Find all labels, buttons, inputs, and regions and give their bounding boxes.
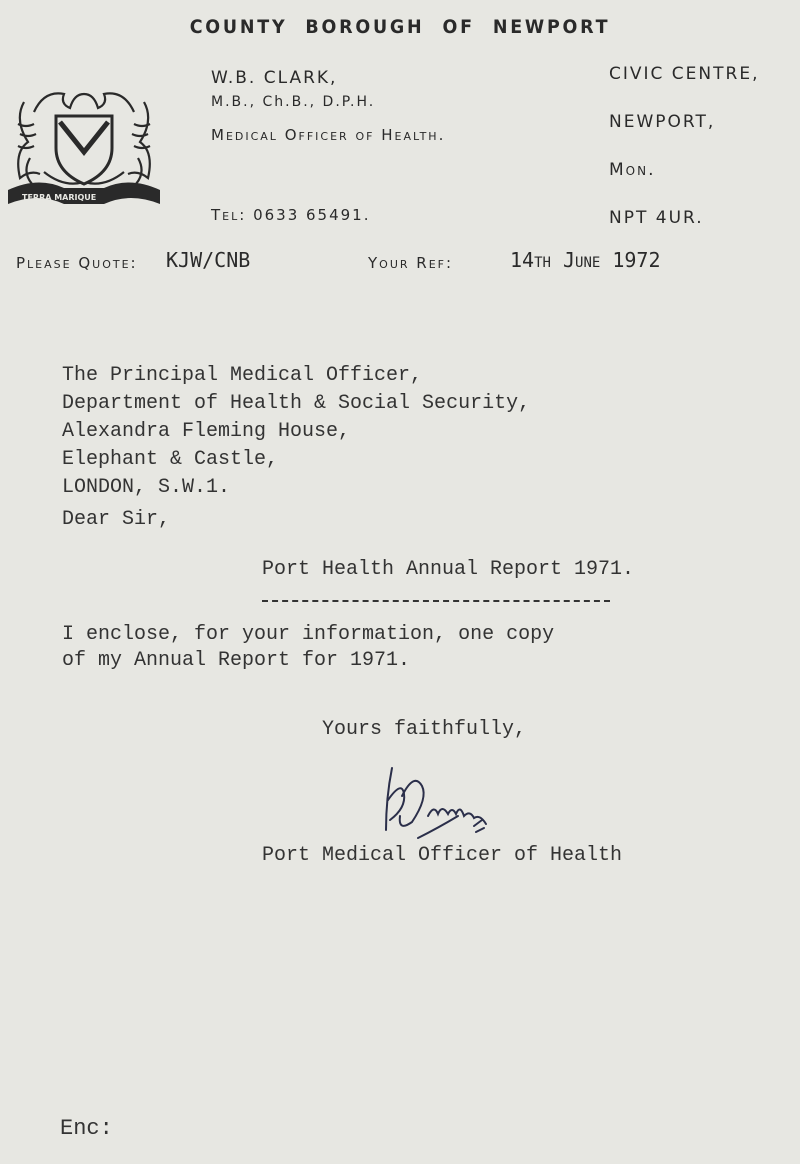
recipient-line-2: Department of Health & Social Security, xyxy=(62,392,531,415)
handwritten-signature xyxy=(378,760,518,850)
signatory-title: Port Medical Officer of Health xyxy=(262,844,623,867)
address-line-3: Mon. xyxy=(609,160,656,180)
sender-address xyxy=(609,64,759,256)
recipient-line-3: Alexandra Fleming House, xyxy=(62,420,351,443)
address-line-1: CIVIC CENTRE, xyxy=(609,64,760,84)
recipient-address xyxy=(62,362,530,502)
closing: Yours faithfully, xyxy=(322,718,527,741)
address-line-2: NEWPORT, xyxy=(609,112,716,132)
enclosure-note: Enc: xyxy=(60,1116,113,1141)
salutation: Dear Sir, xyxy=(62,508,171,531)
subject-underline xyxy=(262,600,610,602)
address-line-4: NPT 4UR. xyxy=(609,208,704,228)
please-quote-value: KJW/CNB xyxy=(166,248,251,272)
letter-body: I enclose, for your information, one copy of my Annual Report for 1971. xyxy=(62,623,555,672)
letter-date: 14th June 1972 xyxy=(510,248,661,272)
your-ref-label: Your Ref: xyxy=(368,254,454,272)
recipient-line-5: LONDON, S.W.1. xyxy=(62,476,231,499)
letterhead-title: COUNTY BOROUGH OF NEWPORT xyxy=(189,16,611,38)
sender-telephone: Tel: 0633 65491. xyxy=(211,206,371,224)
sender-role: Medical Officer of Health. xyxy=(211,126,446,144)
recipient-line-1: The Principal Medical Officer, xyxy=(62,364,423,387)
sender-name: W.B. CLARK, xyxy=(211,68,338,88)
recipient-line-4: Elephant & Castle, xyxy=(62,448,279,471)
crest-motto: TERRA MARIQUE xyxy=(22,193,97,202)
please-quote-label: Please Quote: xyxy=(16,254,138,272)
sender-qualifications: M.B., Ch.B., D.P.H. xyxy=(211,94,376,110)
coat-of-arms-crest xyxy=(4,72,164,212)
sender-block xyxy=(211,68,446,224)
subject-line: Port Health Annual Report 1971. xyxy=(262,558,635,581)
